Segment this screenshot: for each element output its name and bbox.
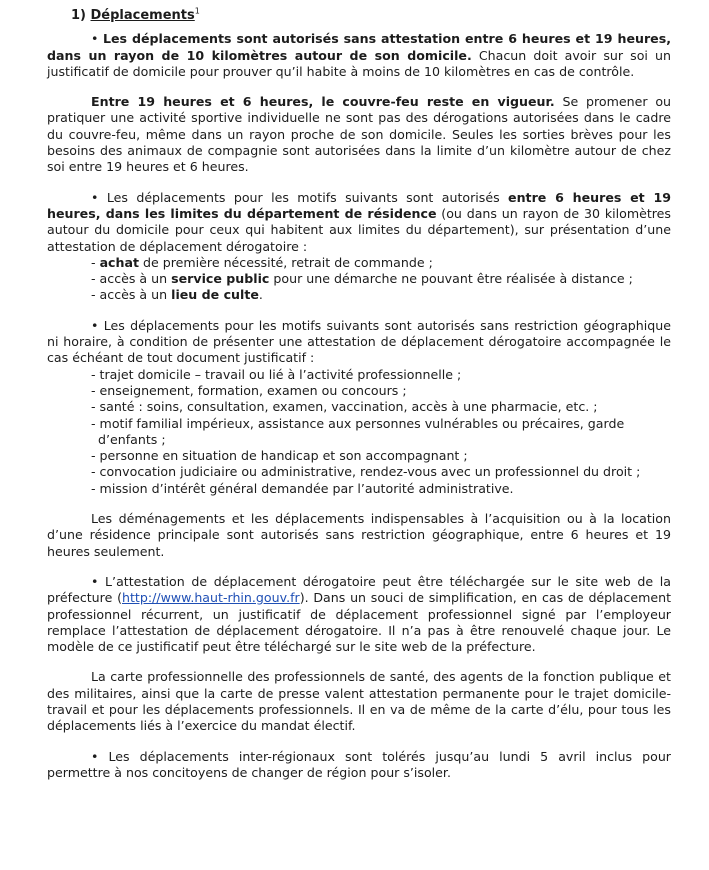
paragraph-moving	[47, 511, 671, 560]
paragraph-text: La carte professionnelle des professionnels de santé, des agents de la fonction publique et des militaires, ainsi que la carte de presse valent attestation permanente pour le trajet domicile-travail et pour les déplacements professionnels. Il en va de même de la carte d’élu, pour tous les déplacements liés à l’exercice du mandat électif.	[47, 669, 671, 734]
paragraph-text: • Les déplacements pour les motifs suivants sont autorisés	[91, 189, 509, 205]
list-item: - personne en situation de handicap et son accompagnant ;	[91, 448, 468, 464]
list-item-text: .	[258, 287, 263, 303]
paragraph-bold-text: Les déplacements sont autorisés sans attestation entre 6 heures et 19 heures, dans un rayon de 10 kilomètres autour de son domicile.	[47, 31, 671, 63]
paragraph-text: (ou dans un rayon de 30 kilomètres autour du domicile pour ceux qui habitent aux limites du département), sur présentation d’une attestation de déplacement dérogatoire :	[47, 205, 671, 254]
footnote-marker: 1	[194, 6, 200, 16]
list-item: - convocation judiciaire ou administrative, rendez-vous avec un professionnel du droit ;	[91, 464, 641, 480]
paragraph-no-attestation	[47, 31, 671, 80]
list-item-bold: service public	[171, 271, 270, 287]
list-item-text: pour une démarche ne pouvant être réalisée à distance ;	[269, 271, 633, 287]
list-item-bold: achat	[99, 254, 140, 270]
list-item-text: de première nécessité, retrait de commande ;	[139, 254, 433, 270]
paragraph-text: ). Dans un souci de simplification, en cas de déplacement professionnel récurrent, un justificatif de déplacement professionnel signé par l’employeur remplace l’attestation de déplacement dérogatoire. Il n’a pas à être renouvelé chaque jour. Le modèle de ce justificatif peut être téléchargé sur le site web de la préfecture.	[47, 590, 672, 655]
section-title: Déplacements	[90, 8, 195, 23]
list-item-prefix: -	[91, 254, 100, 270]
paragraph-attestation-download	[47, 574, 671, 655]
paragraph-text: • Les déplacements pour les motifs suivants sont autorisés sans restriction géographique ni horaire, à condition de présenter une attestation de déplacement dérogatoire accompagnée le cas échéant de tout document justificatif :	[47, 317, 671, 366]
paragraph-bold-text: entre 6 heures et 19 heures, dans les limites du département de résidence	[47, 189, 671, 221]
reasons-list-unrestricted	[47, 367, 671, 497]
list-item: - santé : soins, consultation, examen, vaccination, accès à une pharmacie, etc. ;	[91, 399, 598, 415]
paragraph-text: Se promener ou pratiquer une activité sportive individuelle ne sont pas des dérogations autorisées dans le cadre du couvre-feu, même dans un rayon proche de son domicile. Seules les sorties brèves pour les besoins des animaux de compagnie sont autorisées dans la limite d’un kilomètre autour de chez soi entre 19 heures et 6 heures.	[47, 94, 672, 175]
prefecture-link[interactable]: http://www.haut-rhin.gouv.fr	[122, 590, 300, 606]
list-item-prefix: - accès à un	[91, 271, 172, 287]
list-item	[91, 271, 671, 287]
paragraph-no-restriction	[47, 318, 671, 367]
section-number: 1)	[71, 8, 91, 23]
list-item	[91, 255, 671, 271]
paragraph-text: Chacun doit avoir sur soi un justificatif de domicile pour prouver qu’il habite à moins de 10 kilomètres en cas de contrôle.	[47, 47, 672, 79]
list-item	[91, 287, 671, 303]
paragraph-text: • Les déplacements inter-régionaux sont tolérés jusqu’au lundi 5 avril inclus pour permettre à nos concitoyens de changer de région pour s’isoler.	[47, 748, 671, 780]
paragraph-professional-card	[47, 669, 671, 734]
bullet: •	[91, 31, 103, 47]
paragraph-curfew	[47, 94, 671, 175]
list-item: - motif familial impérieux, assistance aux personnes vulnérables ou précaires, garde d’enfants ;	[91, 415, 625, 447]
paragraph-text: • L’attestation de déplacement dérogatoire peut être téléchargée sur le site web de la préfecture (	[47, 573, 671, 606]
paragraph-text: Les déménagements et les déplacements indispensables à l’acquisition ou à la location d’une résidence principale sont autorisés sans restriction géographique, entre 6 heures et 19 heures seulement.	[47, 511, 671, 559]
reasons-list-department	[47, 255, 671, 304]
list-item-prefix: - accès à un	[91, 287, 172, 303]
paragraph-inter-regional	[47, 749, 671, 782]
list-item: - trajet domicile – travail ou lié à l’activité professionnelle ;	[91, 366, 462, 382]
section-heading	[47, 8, 671, 24]
paragraph-bold-text: Entre 19 heures et 6 heures, le couvre-feu reste en vigueur.	[91, 94, 555, 110]
paragraph-department-limits	[47, 190, 671, 255]
list-item: - enseignement, formation, examen ou concours ;	[91, 382, 407, 398]
list-item: - mission d’intérêt général demandée par l’autorité administrative.	[91, 480, 514, 496]
list-item-bold: lieu de culte	[171, 287, 259, 303]
